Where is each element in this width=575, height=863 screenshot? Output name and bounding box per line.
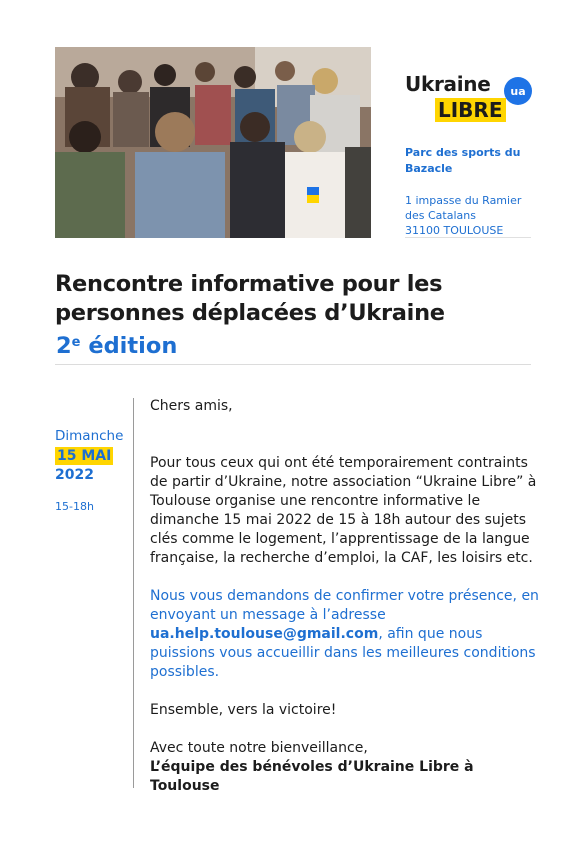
contact-email[interactable]: ua.help.toulouse@gmail.com [150, 626, 379, 642]
event-date [55, 428, 123, 514]
edition-label [56, 328, 525, 361]
closing-line: Ensemble, vers la victoire! [150, 702, 337, 718]
logo-word-libre: LIBRE [435, 98, 506, 122]
date-day-month: 15 MAI [57, 448, 112, 464]
date-year: 2022 [55, 467, 94, 483]
address-line-1: 1 impasse du Ramier [405, 194, 522, 207]
rsvp-text-before: Nous vous demandons de confirmer votre présence, en envoyant un message à l’adresse [150, 588, 539, 623]
signature: L’équipe des bénévoles d’Ukraine Libre à Toulouse [150, 759, 474, 794]
venue-divider [405, 237, 531, 238]
date-weekday: Dimanche [55, 428, 124, 444]
title-line-2: personnes déplacées d’Ukraine [55, 300, 445, 326]
logo-word-ukraine: Ukraine [405, 72, 491, 96]
edition-superscript: e [71, 335, 81, 350]
event-photo [55, 47, 371, 238]
event-time: 15-18h [55, 500, 94, 513]
vertical-divider [133, 398, 134, 788]
greeting: Chers amis, [150, 398, 233, 414]
letter-body [150, 397, 540, 796]
ukraine-libre-logo [405, 72, 545, 132]
venue-name: Parc des sports du Bazacle [405, 146, 521, 175]
paragraph-rsvp [150, 587, 540, 682]
address-line-2: des Catalans [405, 209, 476, 222]
page-title [55, 270, 525, 361]
title-divider [55, 364, 531, 365]
venue-block [405, 145, 535, 238]
title-line-1: Rencontre informative pour les [55, 271, 443, 297]
edition-text: édition [80, 333, 178, 359]
address-line-3: 31100 TOULOUSE [405, 224, 504, 237]
edition-number: 2 [56, 333, 72, 359]
venue-address [405, 193, 535, 238]
closing-regards: Avec toute notre bienveillance, [150, 740, 368, 756]
rsvp-text-after: , afin que nous puissions vous accueillir dans les meilleures conditions possibles. [150, 626, 536, 680]
logo-ua-badge: ua [504, 77, 532, 105]
paragraph-intro: Pour tous ceux qui ont été temporairement contraints de partir d’Ukraine, notre association “Ukraine Libre” à Toulouse organise une rencontre informative le dimanche 15 mai 2022 de 15 à 18h autour des sujets clés comme le logement, l’apprentissage de la langue française, la recherche d’emploi, la CAF, les loisirs etc. [150, 455, 537, 566]
